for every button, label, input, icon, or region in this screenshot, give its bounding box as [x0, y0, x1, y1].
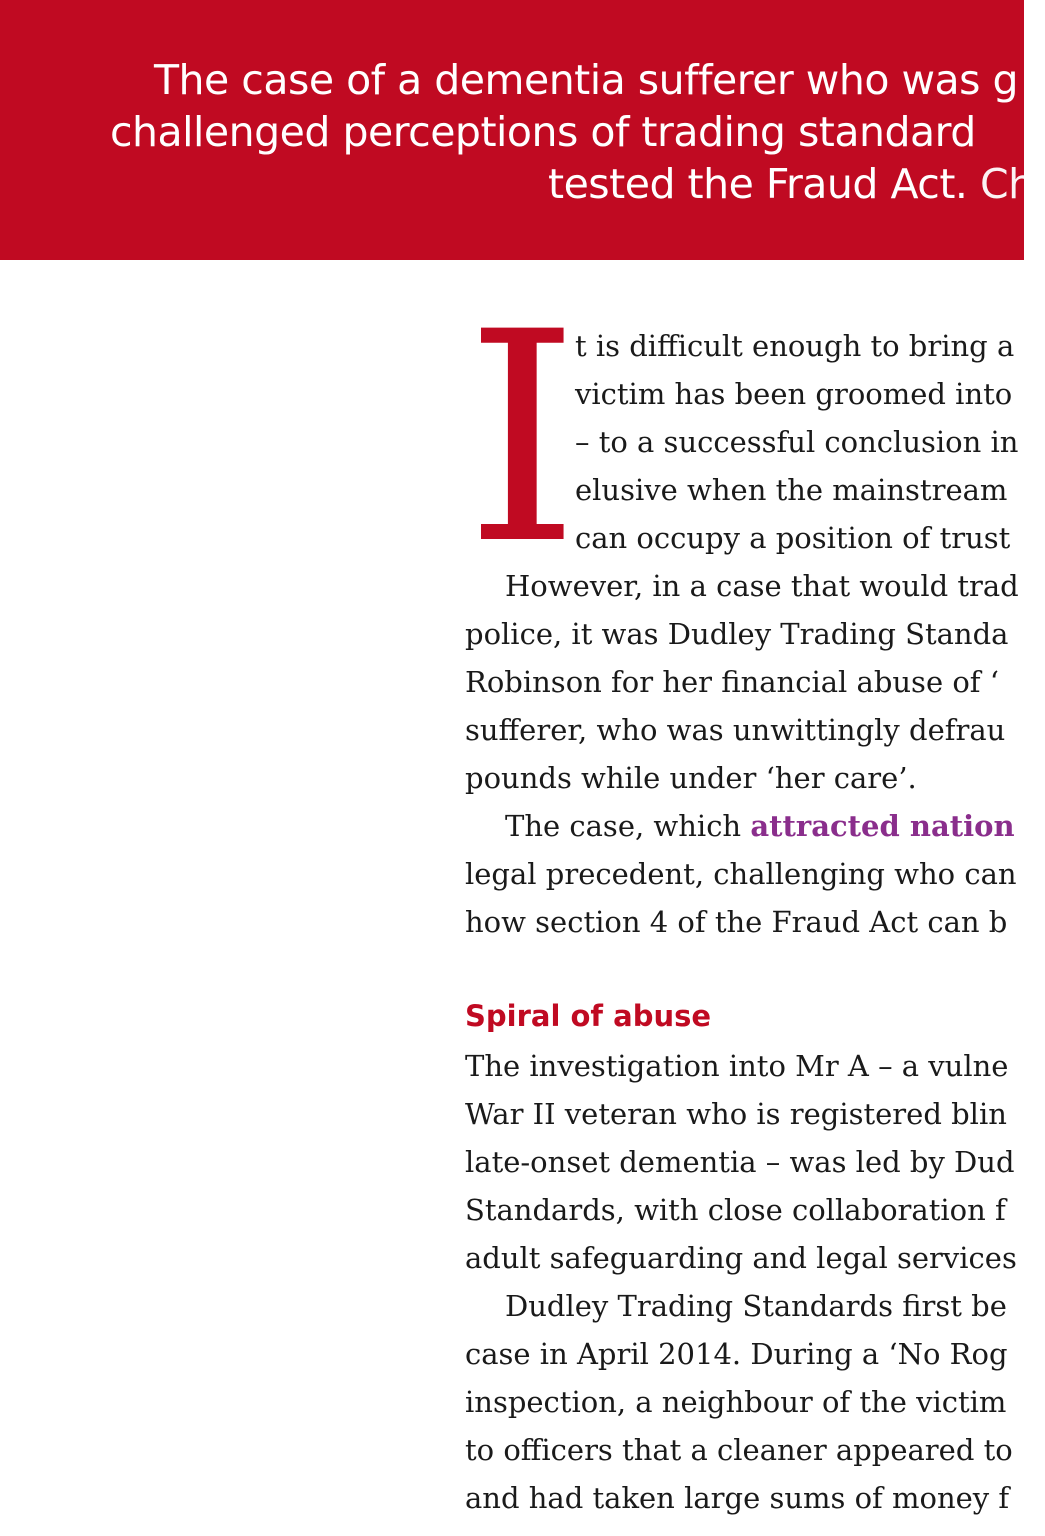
paragraph-4-line: adult safeguarding and legal services	[465, 1241, 1017, 1275]
article-body	[465, 271, 1045, 1536]
paragraph-1-line: victim has been groomed into	[575, 377, 1013, 411]
standfirst-line-3-text: tested the Fraud Act.	[548, 160, 968, 208]
paragraph-1-line: elusive when the mainstream	[575, 473, 1008, 507]
section-heading: Spiral of abuse	[465, 999, 712, 1033]
paragraph-5-line: case in April 2014. During a ‘No Rog	[465, 1337, 1008, 1371]
drop-cap: I	[465, 271, 580, 608]
paragraph-3-text: The case, which	[505, 809, 751, 843]
paragraph-2-line: Robinson for her financial abuse of ‘	[465, 665, 999, 699]
paragraph-2-line: However, in a case that would trad	[505, 569, 1019, 603]
paragraph-2-line: pounds while under ‘her care’.	[465, 761, 917, 795]
standfirst-line-2: challenged perceptions of trading standard	[110, 108, 976, 156]
standfirst-banner	[0, 0, 1034, 260]
national-attention-link[interactable]: attracted nation	[750, 809, 1015, 843]
paragraph-5-line: Dudley Trading Standards first be	[505, 1289, 1007, 1323]
paragraph-5-line: to officers that a cleaner appeared to	[465, 1433, 1013, 1467]
paragraph-1-line: t is difficult enough to bring a	[575, 329, 1015, 363]
paragraph-4-line: late-onset dementia – was led by Dud	[465, 1145, 1015, 1179]
paragraph-3-line: how section 4 of the Fraud Act can b	[465, 905, 1008, 939]
paragraph-3-line	[505, 802, 1015, 850]
paragraph-3-line: legal precedent, challenging who can	[465, 857, 1017, 891]
paragraph-5-line: and had taken large sums of money f	[465, 1481, 1010, 1515]
paragraph-4-line: War II veteran who is registered blin	[465, 1097, 1007, 1131]
standfirst-line-3	[548, 158, 1034, 210]
paragraph-1-line: – to a successful conclusion in	[575, 425, 1019, 459]
paragraph-1-line: can occupy a position of trust	[575, 521, 1011, 555]
paragraph-4-line: Standards, with close collaboration f	[465, 1193, 1006, 1227]
standfirst-line-1: The case of a dementia sufferer who was g	[154, 56, 1019, 104]
paragraph-5-line: inspection, a neighbour of the victim	[465, 1385, 1007, 1419]
paragraph-4-line: The investigation into Mr A – a vulne	[465, 1049, 1009, 1083]
author-byline: Ch	[967, 160, 1034, 208]
paragraph-2-line: sufferer, who was unwittingly defrau	[465, 713, 1006, 747]
paragraph-2-line: police, it was Dudley Trading Standa	[465, 617, 1009, 651]
